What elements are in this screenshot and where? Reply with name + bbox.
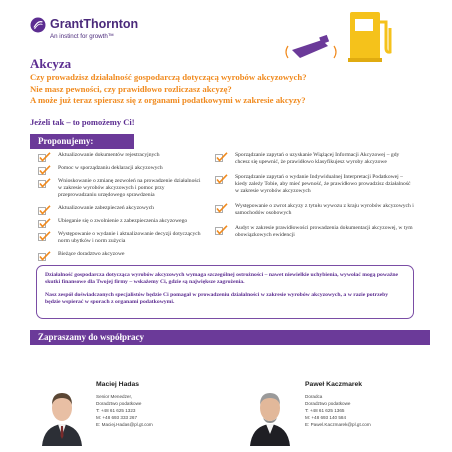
logo-name: GrantThornton (50, 17, 139, 31)
checkmark-icon (38, 178, 51, 188)
checkmark-icon (38, 218, 51, 228)
notice-box (36, 265, 414, 319)
checkmark-icon (215, 225, 228, 235)
logo-mark-icon (30, 17, 46, 33)
list-item (215, 174, 415, 195)
contact-name: Maciej Hadas (96, 381, 140, 388)
list-item (215, 225, 415, 239)
checkmark-icon (215, 174, 228, 184)
list-item (215, 203, 415, 217)
list-item-text: Sporządzanie zapytań o wydanie Indywidualnej Interpretacji Podatkowej – kiedy zależy Tobie, aby mieć pewność, że prawidłowo prowadzisz działalność w zakresie wyrobów akcyzowych (235, 174, 411, 194)
notice-text: Nasz zespół doświadczonych specjalistów będzie Ci pomagał w prowadzeniu działalności w zakresie wyrobów akcyzowych, a w razie potrzeby będzie wspierać w sporach z organami podatkowymi. (45, 292, 389, 305)
list-item (38, 251, 203, 258)
list-item-text: Aktualizowanie dokumentów rejestracyjnych (58, 152, 160, 158)
list-item (38, 218, 203, 225)
grant-thornton-logo (30, 16, 170, 46)
contact-email[interactable]: E: Pawel.Kaczmarek@pl.gt.com (305, 422, 371, 427)
checkmark-icon (38, 231, 51, 241)
contact-photo (40, 384, 84, 446)
contact-photo (248, 384, 292, 446)
list-item-text: Aktualizowanie zabezpieczeń akcyzowych (58, 205, 154, 211)
contact-phone: T: +48 61 625 1365 (305, 408, 345, 413)
list-item-text: Pomoc w sporządzaniu deklaracji akcyzowych (58, 165, 163, 171)
contact-mobile: M: +48 693 333 267 (96, 415, 137, 420)
checkmark-icon (38, 251, 51, 261)
list-item (38, 178, 203, 199)
fuel-pump-illustration (282, 8, 402, 70)
page-title: Akcyza (30, 56, 72, 71)
section-heading-offer: Proponujemy: (30, 134, 134, 149)
checkmark-icon (38, 165, 51, 175)
list-item-text: Audyt w zakresie prawidłowości prowadzenia dokumentacji akcyzowej, w tym obowiązkowych ewidencji (235, 225, 413, 238)
contact-email[interactable]: E: Maciej.Hadas@pl.gt.com (96, 422, 153, 427)
list-item-text: Bieżące doradztwo akcyzowe (58, 251, 125, 257)
contact-department: Doradztwo podatkowe (305, 401, 351, 406)
checkmark-icon (215, 152, 228, 162)
list-item (38, 205, 203, 212)
contact-role: Doradca (305, 394, 323, 399)
checkmark-icon (215, 203, 228, 213)
list-item-text: Sporządzanie zapytań o uzyskanie Wiążącej Informacji Akcyzowej – gdy chcesz się upewnić, że prawidłowo klasyfikujesz wyroby akcyzowe (235, 152, 400, 165)
notice-text: Działalność gospodarcza dotycząca wyrobów akcyzowych wymaga szczególnej ostrożności – nawet niewielkie uchybienia, wywołać mogą poważne skutki finansowe dla Twojej firmy – wskażemy Ci, gdzie są największe zagrożenia. (45, 272, 399, 285)
intro-question: A może już teraz spierasz się z organami podatkowymi w zakresie akcyzy? (30, 95, 306, 105)
bottle-icon (292, 35, 329, 58)
list-item (215, 152, 415, 166)
call-to-action: Jeżeli tak – to pomożemy Ci! (30, 117, 135, 127)
list-item-text: Ubieganie się o zwolnienie z zabezpieczenia akcyzowego (58, 218, 188, 224)
list-item (38, 165, 203, 172)
intro-question: Nie masz pewności, czy prawidłowo rozliczasz akcyzę? (30, 83, 232, 94)
contact-department: Doradztwo podatkowe (96, 401, 142, 406)
contact-phone: T: +48 61 625 1323 (96, 408, 136, 413)
offer-list-left (38, 152, 203, 258)
fuel-pump-icon (348, 12, 390, 62)
contact-role: Senior Menedzer, (96, 394, 133, 399)
offer-list-right (215, 152, 415, 239)
intro-question: Czy prowadzisz działalność gospodarczą dotyczącą wyrobów akcyzowych? (30, 72, 307, 82)
list-item-text: Występowanie o zwrot akcyzy z tytułu wywozu z kraju wyrobów akcyzowych i samochodów osobowych (235, 203, 414, 216)
section-heading-contacts: Zapraszamy do współpracy (30, 330, 430, 345)
intro-questions (30, 72, 430, 107)
contact-name: Paweł Kaczmarek (305, 381, 363, 388)
list-item-text: Wnioskowanie o zmianę zezwoleń na prowadzenie działalności w zakresie wyrobów akcyzowych i pomoc przy przeprowadzaniu urzędowego sprawdzenia (58, 178, 201, 198)
checkmark-icon (38, 152, 51, 162)
list-item-text: Występowanie o wydanie i aktualizowanie decyzji dotyczących norm ubytków i norm zużycia (58, 231, 201, 244)
list-item (38, 231, 203, 245)
checkmark-icon (38, 205, 51, 215)
logo-tagline: An instinct for growth™ (50, 33, 114, 40)
contact-mobile: M: +48 693 140 584 (305, 415, 346, 420)
list-item (38, 152, 203, 159)
contact-card (96, 381, 153, 428)
contact-card (305, 381, 371, 428)
